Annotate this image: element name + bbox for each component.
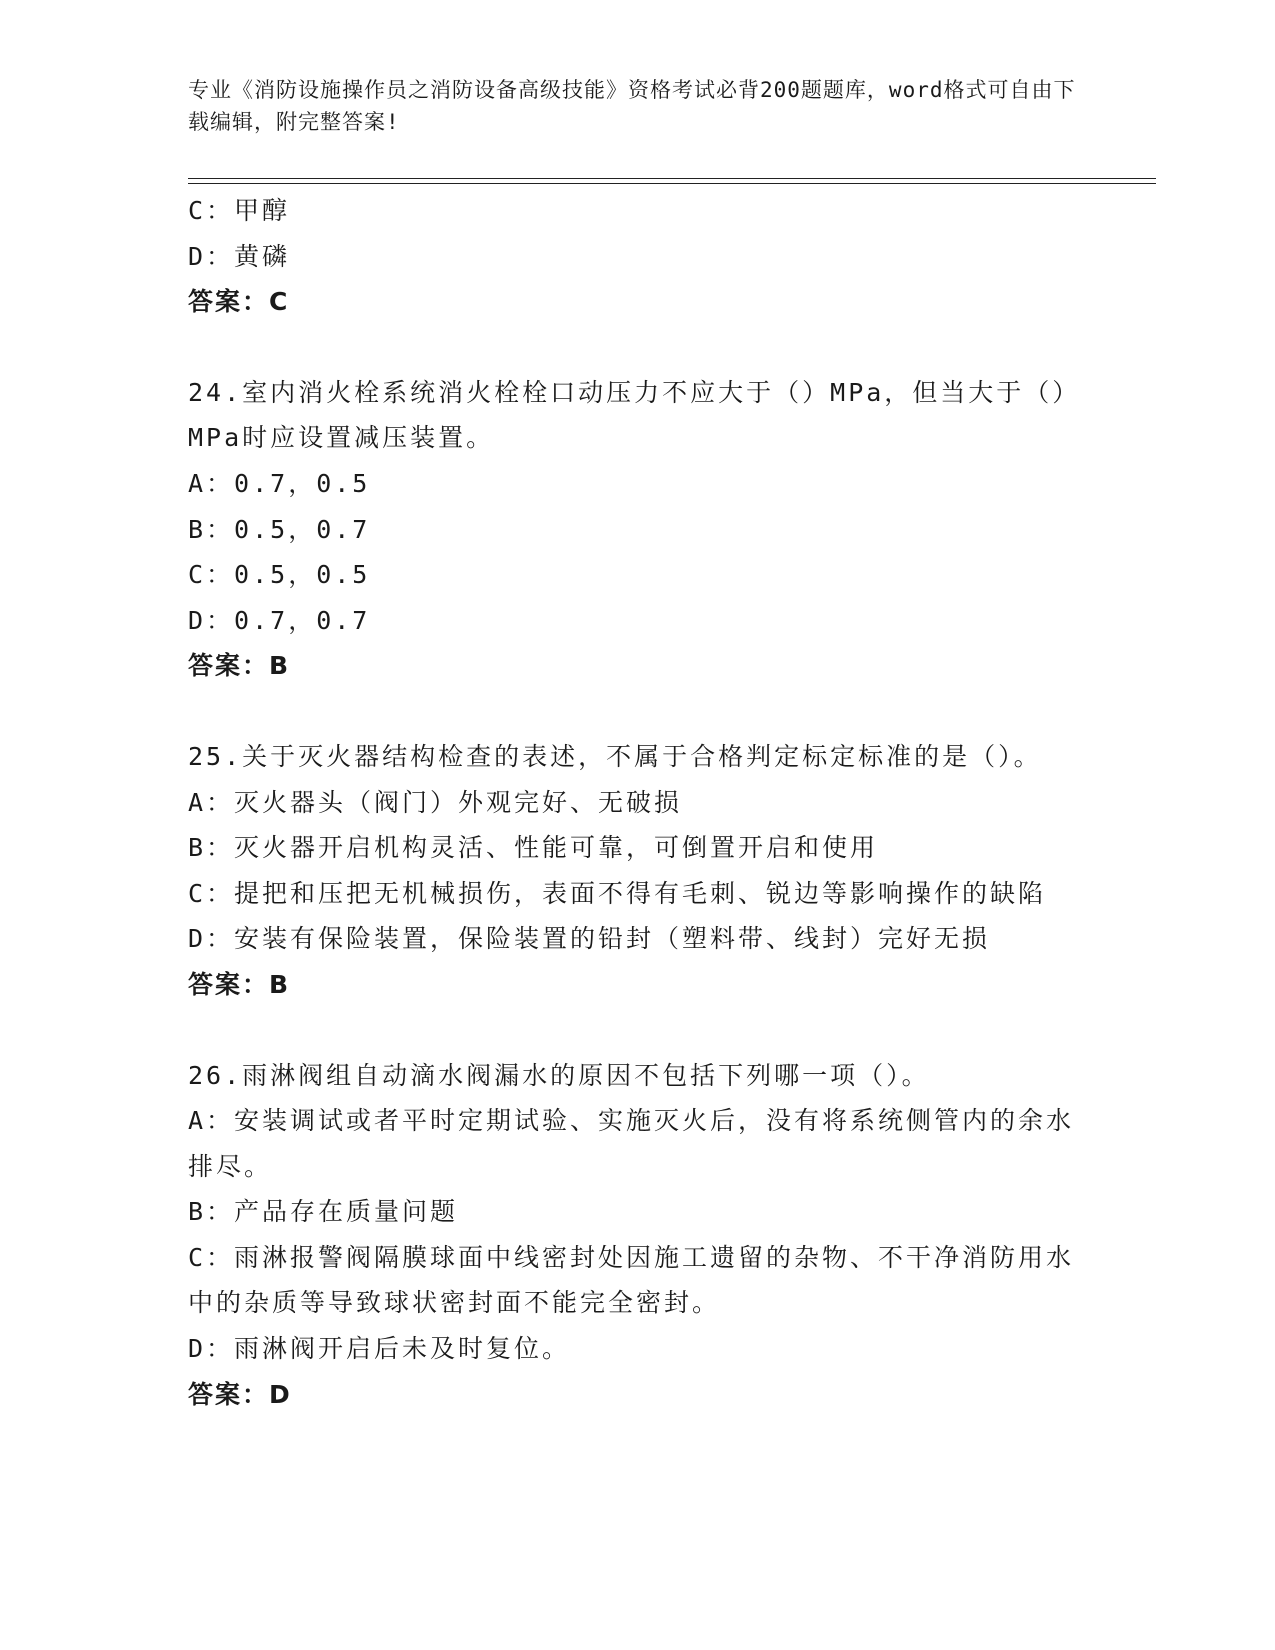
answer-line: 答案：C — [188, 287, 290, 317]
option-d: D：黄磷 — [188, 241, 291, 271]
option-b: B：灭火器开启机构灵活、性能可靠，可倒置开启和使用 — [188, 833, 879, 863]
question-26 — [188, 1053, 1088, 1418]
option-c: C：雨淋报警阀隔膜球面中线密封处因施工遗留的杂物、不干净消防用水中的杂质等导致球状密封面不能完全密封。 — [188, 1242, 1075, 1318]
option-c: C：提把和压把无机械损伤，表面不得有毛刺、锐边等影响操作的缺陷 — [188, 878, 1047, 908]
option-d: D：安装有保险装置，保险装置的铅封（塑料带、线封）完好无损 — [188, 924, 991, 954]
document-body — [188, 188, 1088, 1417]
option-b: B：产品存在质量问题 — [188, 1197, 459, 1227]
option-a: A：安装调试或者平时定期试验、实施灭火后，没有将系统侧管内的余水排尽。 — [188, 1106, 1075, 1181]
option-d: D：0.7，0.7 — [188, 605, 371, 635]
option-a: A：灭火器头（阀门）外观完好、无破损 — [188, 787, 683, 817]
option-b: B：0.5，0.7 — [188, 514, 371, 544]
question-stem: 26.雨淋阀组自动滴水阀漏水的原因不包括下列哪一项（）。 — [188, 1060, 930, 1090]
answer-line: 答案：B — [188, 651, 291, 681]
option-d: D：雨淋阀开启后未及时复位。 — [188, 1334, 571, 1364]
answer-line: 答案：D — [188, 1379, 292, 1409]
question-stem: 24.室内消火栓系统消火栓栓口动压力不应大于（）MPa，但当大于（）MPa时应设置减压装置。 — [188, 377, 1081, 453]
header-divider — [188, 178, 1156, 184]
option-a: A：0.7，0.5 — [188, 468, 371, 498]
carryover-block — [188, 188, 1088, 325]
answer-line: 答案：B — [188, 969, 291, 999]
page-header: 专业《消防设施操作员之消防设备高级技能》资格考试必背200题题库，word格式可自由下载编辑，附完整答案! — [188, 78, 1076, 134]
question-25 — [188, 734, 1088, 1008]
option-c: C：甲醇 — [188, 196, 291, 225]
question-stem: 25.关于灭火器结构检查的表述，不属于合格判定标定标准的是（）。 — [188, 741, 1042, 771]
question-24 — [188, 370, 1088, 689]
option-c: C：0.5，0.5 — [188, 560, 371, 590]
